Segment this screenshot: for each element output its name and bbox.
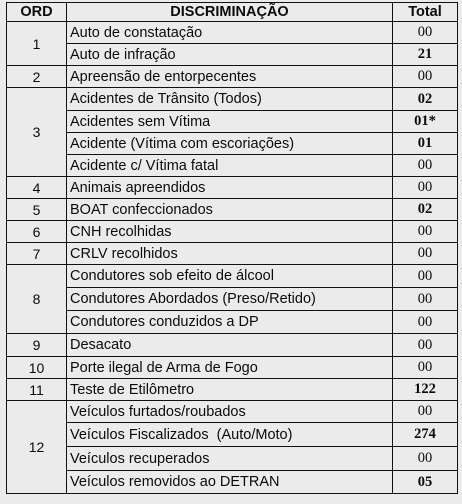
row-ord: 1	[7, 22, 67, 66]
row-total: 02	[393, 199, 458, 221]
row-ord: 7	[7, 243, 67, 265]
table-row	[7, 334, 458, 357]
row-ord: 10	[7, 357, 67, 379]
row-total: 122	[393, 379, 458, 401]
row-total: 00	[393, 221, 458, 243]
table-header-row	[7, 3, 458, 22]
table-row	[7, 243, 458, 265]
row-description: CRLV recolhidos	[67, 243, 393, 265]
row-total: 05	[393, 471, 458, 494]
row-total: 21	[393, 44, 458, 66]
row-ord: 12	[7, 401, 67, 494]
table-row	[7, 133, 458, 155]
header-total: Total	[393, 3, 458, 22]
row-total: 00	[393, 22, 458, 44]
row-total: 00	[393, 357, 458, 379]
row-description: Desacato	[67, 334, 393, 357]
row-ord: 9	[7, 334, 67, 357]
row-description: Veículos furtados/roubados	[67, 401, 393, 423]
row-total: 00	[393, 288, 458, 311]
row-total: 00	[393, 447, 458, 471]
row-description: Veículos removidos ao DETRAN	[67, 471, 393, 494]
row-description: Condutores Abordados (Preso/Retido)	[67, 288, 393, 311]
occurrence-table	[6, 2, 458, 494]
row-total: 00	[393, 66, 458, 88]
table-row	[7, 221, 458, 243]
table-row	[7, 111, 458, 133]
row-total: 00	[393, 311, 458, 334]
row-total: 01	[393, 133, 458, 155]
table-row	[7, 471, 458, 494]
table-row	[7, 155, 458, 177]
row-description: Auto de constatação	[67, 22, 393, 44]
table-row	[7, 88, 458, 111]
row-description: Condutores conduzidos a DP	[67, 311, 393, 334]
row-description: CNH recolhidas	[67, 221, 393, 243]
table-row	[7, 423, 458, 447]
table-row	[7, 401, 458, 423]
row-description: Teste de Etilômetro	[67, 379, 393, 401]
row-total: 00	[393, 155, 458, 177]
row-description: Porte ilegal de Arma de Fogo	[67, 357, 393, 379]
row-ord: 2	[7, 66, 67, 88]
table-row	[7, 177, 458, 199]
row-ord: 4	[7, 177, 67, 199]
row-total: 01*	[393, 111, 458, 133]
row-description: Veículos recuperados	[67, 447, 393, 471]
row-description: Acidente c/ Vítima fatal	[67, 155, 393, 177]
row-description: Acidente (Vítima com escoriações)	[67, 133, 393, 155]
row-total: 00	[393, 265, 458, 288]
row-total: 00	[393, 334, 458, 357]
row-description: Acidentes sem Vítima	[67, 111, 393, 133]
row-total: 274	[393, 423, 458, 447]
table-row	[7, 357, 458, 379]
table-row	[7, 22, 458, 44]
header-description: DISCRIMINAÇÃO	[67, 3, 393, 22]
row-description: Apreensão de entorpecentes	[67, 66, 393, 88]
row-description: Veículos Fiscalizados (Auto/Moto)	[67, 423, 393, 447]
row-description: Animais apreendidos	[67, 177, 393, 199]
table-row	[7, 379, 458, 401]
row-ord: 8	[7, 265, 67, 334]
table-row	[7, 199, 458, 221]
row-description: BOAT confeccionados	[67, 199, 393, 221]
row-ord: 11	[7, 379, 67, 401]
row-total: 00	[393, 243, 458, 265]
table-row	[7, 66, 458, 88]
row-total: 00	[393, 177, 458, 199]
table-row	[7, 44, 458, 66]
header-ord: ORD	[7, 3, 67, 22]
row-ord: 6	[7, 221, 67, 243]
row-total: 00	[393, 401, 458, 423]
row-total: 02	[393, 88, 458, 111]
row-description: Auto de infração	[67, 44, 393, 66]
row-description: Acidentes de Trânsito (Todos)	[67, 88, 393, 111]
table-row	[7, 311, 458, 334]
row-description: Condutores sob efeito de álcool	[67, 265, 393, 288]
row-ord: 5	[7, 199, 67, 221]
table-row	[7, 288, 458, 311]
table-row	[7, 447, 458, 471]
table-row	[7, 265, 458, 288]
row-ord: 3	[7, 88, 67, 177]
